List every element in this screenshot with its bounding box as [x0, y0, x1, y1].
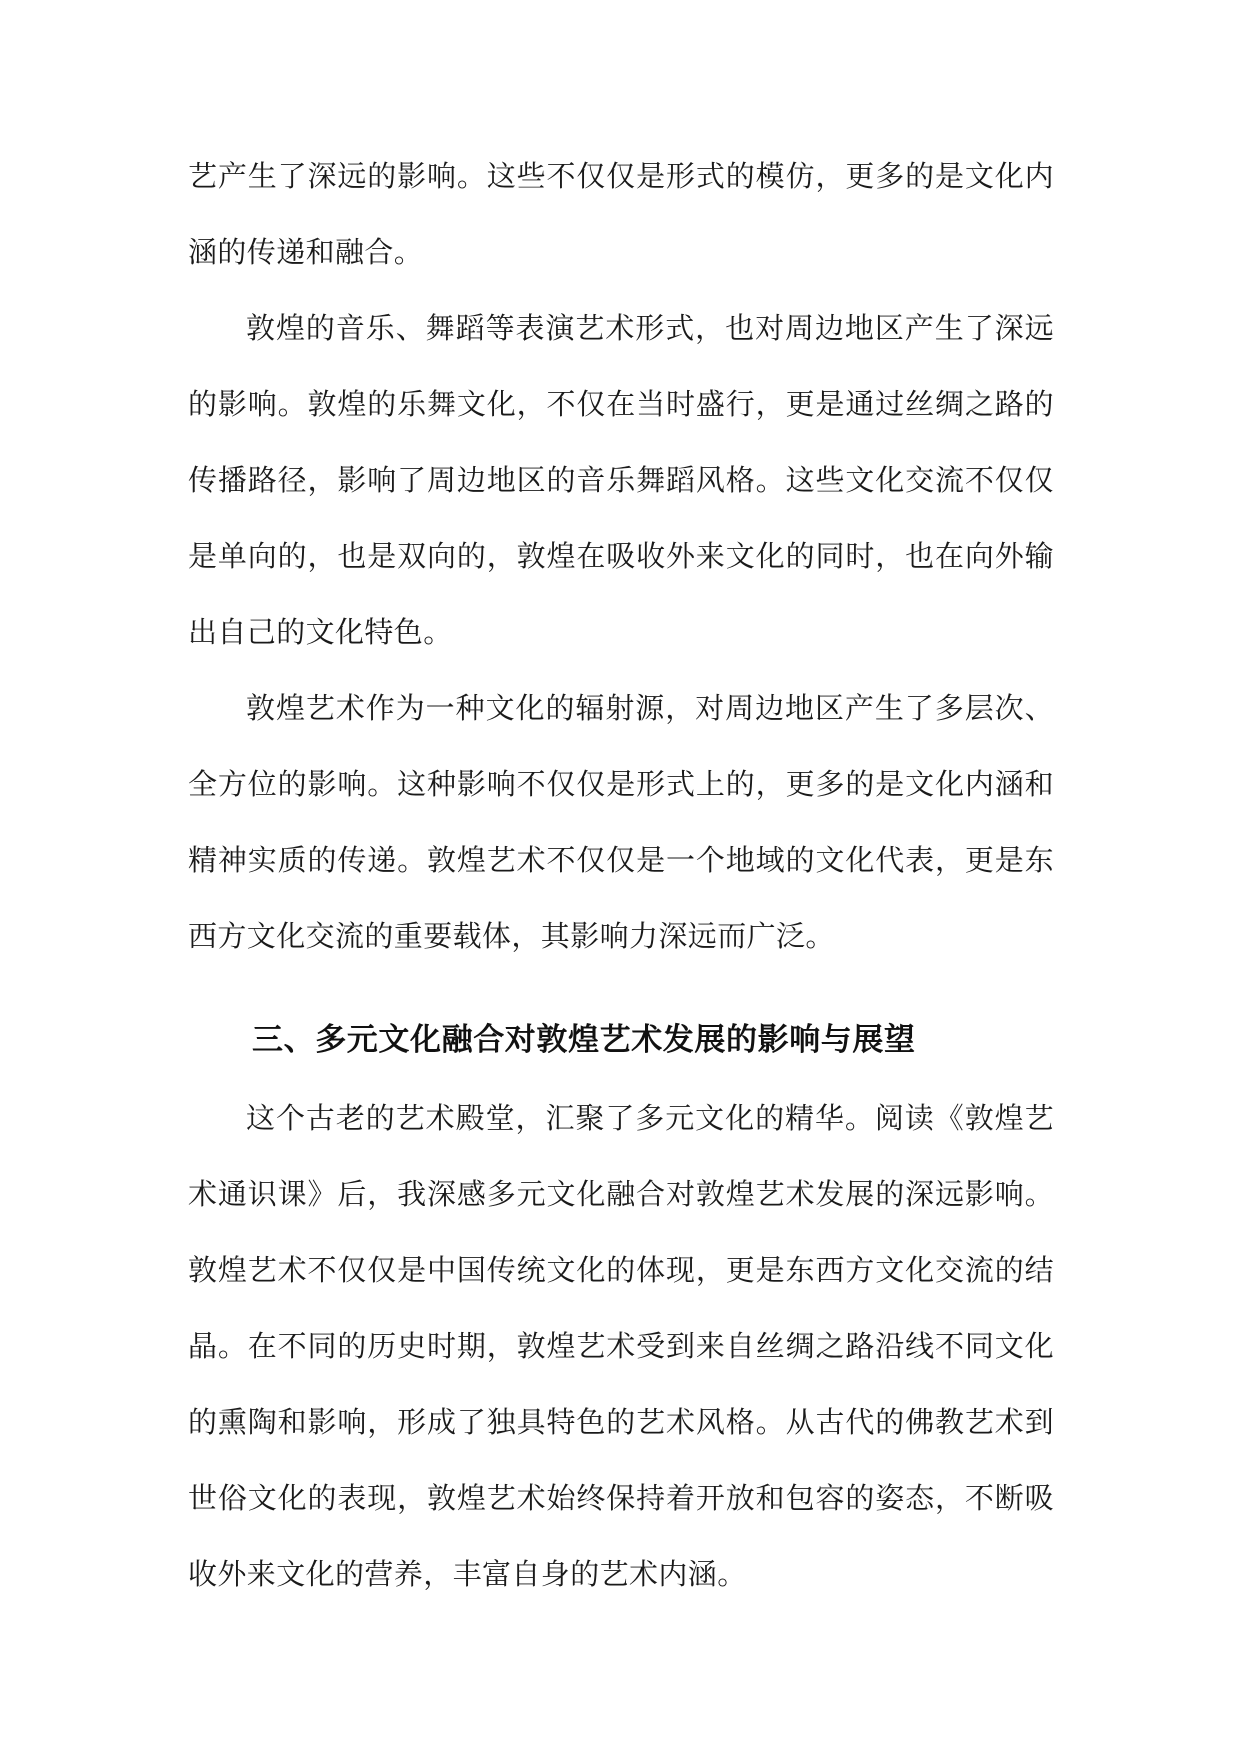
paragraph-continuation: 艺产生了深远的影响。这些不仅仅是形式的模仿，更多的是文化内涵的传递和融合。	[188, 159, 1054, 269]
paragraph-art-hall: 这个古老的艺术殿堂，汇聚了多元文化的精华。阅读《敦煌艺术通识课》后，我深感多元文化融合对敦煌艺术发展的深远影响。敦煌艺术不仅仅是中国传统文化的体现，更是东西方文化交流的结晶。在不同的历史时期，敦煌艺术受到来自丝绸之路沿线不同文化的熏陶和影响，形成了独具特色的艺术风格。从古代的佛教艺术到世俗文化的表现，敦煌艺术始终保持着开放和包容的姿态，不断吸收外来文化的营养，丰富自身的艺术内涵。	[188, 1101, 1054, 1591]
paragraph-radiation-source: 敦煌艺术作为一种文化的辐射源，对周边地区产生了多层次、全方位的影响。这种影响不仅仅是形式上的，更多的是文化内涵和精神实质的传递。敦煌艺术不仅仅是一个地域的文化代表，更是东西方文化交流的重要载体，其影响力深远而广泛。	[188, 691, 1054, 953]
paragraph-music-dance: 敦煌的音乐、舞蹈等表演艺术形式，也对周边地区产生了深远的影响。敦煌的乐舞文化，不仅在当时盛行，更是通过丝绸之路的传播路径，影响了周边地区的音乐舞蹈风格。这些文化交流不仅仅是单向的，也是双向的，敦煌在吸收外来文化的同时，也在向外输出自己的文化特色。	[188, 311, 1054, 649]
section-heading: 三、多元文化融合对敦煌艺术发展的影响与展望	[252, 1022, 916, 1058]
document-body	[188, 138, 1054, 1612]
